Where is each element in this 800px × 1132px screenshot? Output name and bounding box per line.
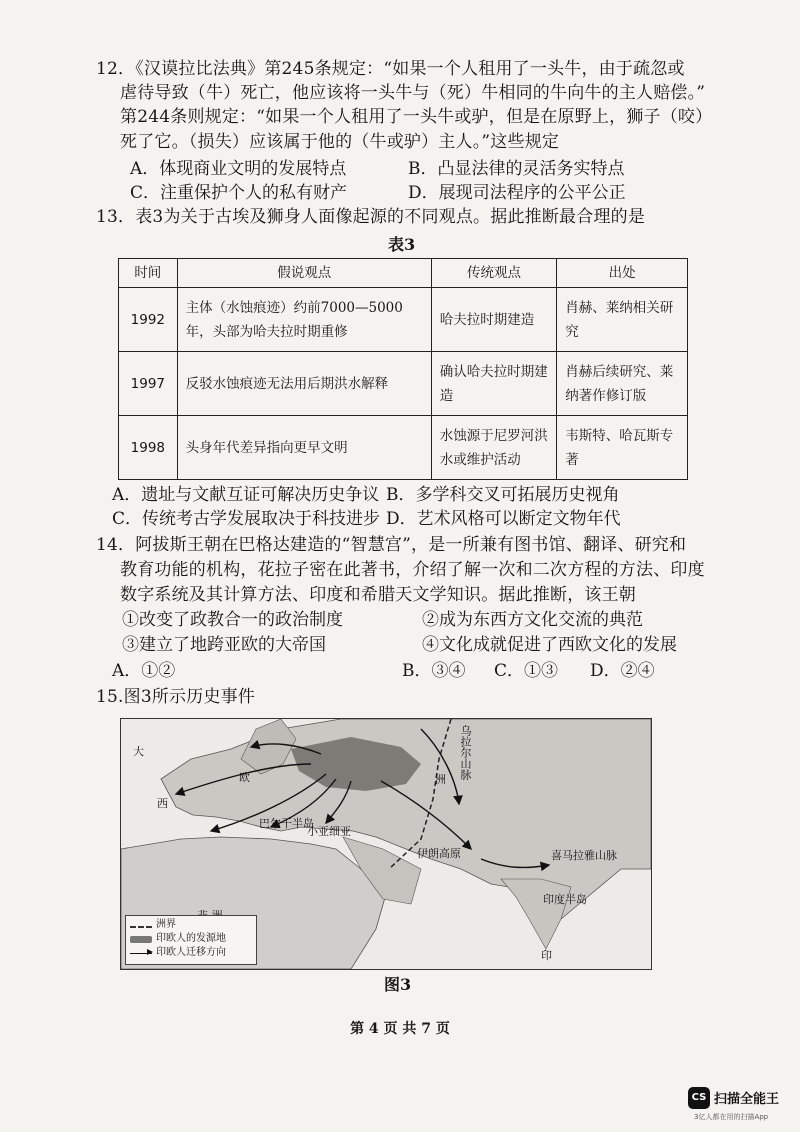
q12-option-a: A．体现商业文明的发展特点 xyxy=(130,159,347,179)
q12-option-c: C．注重保护个人的私有财产 xyxy=(130,183,348,203)
q12-option-b: B．凸显法律的灵活务实特点 xyxy=(408,159,625,179)
q14-option-c: C．①③ xyxy=(494,661,559,681)
row-traditional: 确认哈夫拉时期建造 xyxy=(431,352,557,416)
legend-arrow-row xyxy=(130,946,252,960)
map-label-asia-minor: 小亚细亚 xyxy=(307,825,351,838)
map-label-iran: 伊朗高原 xyxy=(417,847,461,860)
q13-stem: 13．表3为关于古埃及狮身人面像起源的不同观点。据此推断最合理的是 xyxy=(96,207,646,227)
figure-caption: 图3 xyxy=(384,975,412,994)
legend-arrow-label: 印欧人迁移方向 xyxy=(156,947,226,958)
q14-statement-2: ②成为东西方文化交流的典范 xyxy=(422,610,643,630)
row-hypothesis: 反驳水蚀痕迹无法用后期洪水解释 xyxy=(177,352,431,416)
map-label-yin: 印 xyxy=(541,949,552,962)
page-footer: 第 4 页 共 7 页 xyxy=(350,1021,450,1037)
header-source: 出处 xyxy=(557,259,688,288)
q14-line-1: 14．阿拔斯王朝在巴格达建造的“智慧宫”，是一所兼有图书馆、翻译、研究和 xyxy=(96,535,687,555)
q14-statement-4: ④文化成就促进了西欧文化的发展 xyxy=(422,635,677,655)
legend-origin-label: 印欧人的发源地 xyxy=(156,933,226,944)
map-label-ural: 乌拉尔山脉 xyxy=(459,725,472,780)
row-year: 1998 xyxy=(119,416,178,480)
row-source: 肖赫后续研究、莱纳著作修订版 xyxy=(557,352,688,416)
q14-option-d: D．②④ xyxy=(590,661,655,681)
row-year: 1997 xyxy=(119,352,178,416)
table-header-row xyxy=(119,259,688,288)
watermark-tagline: 3亿人都在用的扫描App xyxy=(694,1113,769,1121)
row-hypothesis: 主体（水蚀痕迹）约前7000—5000年，头部为哈夫拉时期重修 xyxy=(177,288,431,352)
row-traditional: 哈夫拉时期建造 xyxy=(431,288,557,352)
camscanner-logo-icon: CS xyxy=(688,1087,710,1109)
table-row xyxy=(119,416,688,480)
map-label-balkan: 巴尔干半岛 xyxy=(259,817,314,830)
migration-map xyxy=(120,718,652,970)
shaded-area-icon xyxy=(130,936,152,943)
q12-option-d: D．展现司法程序的公平公正 xyxy=(408,183,626,203)
q12-line-3: 第244条则规定：“如果一个人租用了一头牛或驴，但是在原野上，狮子（咬） xyxy=(120,107,713,127)
legend-border-row xyxy=(130,918,252,932)
scanner-watermark xyxy=(688,1085,798,1129)
map-label-himalaya: 喜马拉雅山脉 xyxy=(551,849,617,862)
q13-option-c: C．传统考古学发展取决于科技进步 xyxy=(112,509,381,529)
q12-line-1: 12．《汉谟拉比法典》第245条规定：“如果一个人租用了一头牛，由于疏忽或 xyxy=(96,59,685,79)
arrow-icon xyxy=(130,953,152,954)
q14-statement-3: ③建立了地跨亚欧的大帝国 xyxy=(122,635,326,655)
row-source: 韦斯特、哈瓦斯专著 xyxy=(557,416,688,480)
dashed-line-icon xyxy=(130,926,152,928)
q14-line-2: 教育功能的机构，花拉子密在此著书，介绍了解一次和二次方程的方法、印度 xyxy=(120,560,705,580)
map-label-india: 印度半岛 xyxy=(543,893,587,906)
q12-line-2: 虐待导致（牛）死亡，他应该将一头牛与（死）牛相同的牛向牛的主人赔偿。” xyxy=(120,83,706,103)
q14-option-b: B．③④ xyxy=(402,661,466,681)
map-label-ou: 欧 xyxy=(239,771,250,784)
row-traditional: 水蚀源于尼罗河洪水或维护活动 xyxy=(431,416,557,480)
q14-option-a: A．①② xyxy=(112,661,176,681)
q14-line-3: 数字系统及其计算方法、印度和希腊天文学知识。据此推断，该王朝 xyxy=(120,585,636,605)
map-label-xi: 西 xyxy=(157,797,168,810)
header-hypothesis: 假说观点 xyxy=(177,259,431,288)
table-row xyxy=(119,288,688,352)
q13-option-d: D．艺术风格可以断定文物年代 xyxy=(386,509,621,529)
map-label-zhou: 洲 xyxy=(435,773,446,786)
row-year: 1992 xyxy=(119,288,178,352)
row-hypothesis: 头身年代差异指向更早文明 xyxy=(177,416,431,480)
legend-origin-row xyxy=(130,932,252,946)
table-caption: 表3 xyxy=(388,235,416,254)
legend-border-label: 洲界 xyxy=(156,919,176,930)
q15-stem: 15.图3所示历史事件 xyxy=(96,687,256,707)
q13-option-b: B．多学科交叉可拓展历史视角 xyxy=(386,485,620,505)
q13-option-a: A．遗址与文献互证可解决历史争议 xyxy=(112,485,380,505)
header-year: 时间 xyxy=(119,259,178,288)
map-label-da: 大 xyxy=(133,745,144,758)
q14-statement-1: ①改变了政教合一的政治制度 xyxy=(122,610,343,630)
row-source: 肖赫、莱纳相关研究 xyxy=(557,288,688,352)
header-traditional: 传统观点 xyxy=(431,259,557,288)
map-legend xyxy=(125,915,257,965)
table-3 xyxy=(118,258,688,480)
q12-line-4: 死了它。（损失）应该属于他的（牛或驴）主人。”这些规定 xyxy=(120,132,560,152)
table-row xyxy=(119,352,688,416)
watermark-name: 扫描全能王 xyxy=(714,1092,780,1107)
